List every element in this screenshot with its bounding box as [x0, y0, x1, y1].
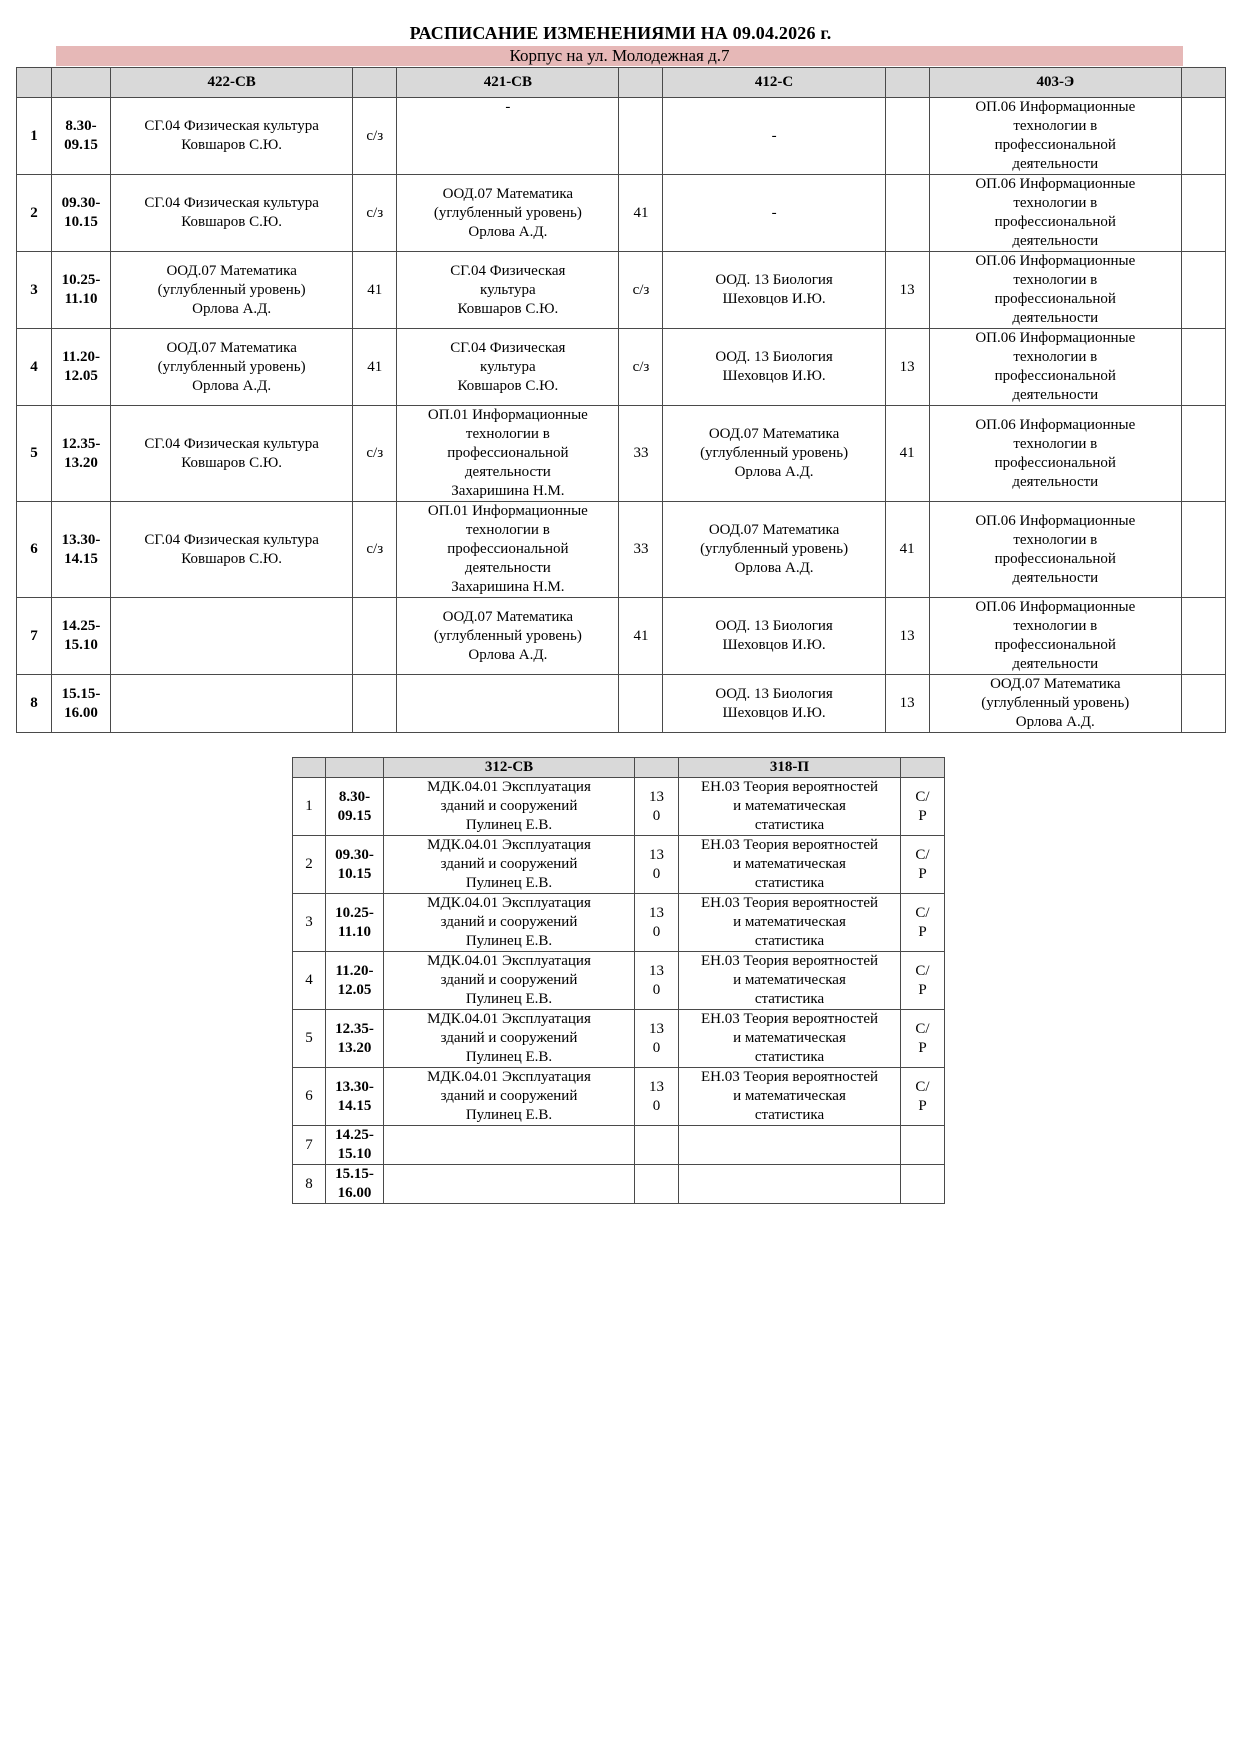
- subject-cell: МДК.04.01 Эксплуатация зданий и сооружений Пулинец Е.В.: [384, 778, 635, 836]
- room-cell: С/ Р: [901, 778, 945, 836]
- room-cell: 41: [619, 598, 663, 675]
- room-cell: [619, 675, 663, 733]
- room-cell: 13 0: [635, 836, 679, 894]
- room-cell: 13 0: [635, 1068, 679, 1126]
- lesson-number: 4: [17, 329, 52, 406]
- room-cell: с/з: [353, 406, 397, 502]
- lesson-time: 10.25- 11.10: [52, 252, 111, 329]
- table-row: [17, 675, 1226, 733]
- subject-cell: ООД.07 Математика (углубленный уровень) Орлова А.Д.: [929, 675, 1181, 733]
- table-row: [17, 252, 1226, 329]
- room-cell: [1181, 502, 1225, 598]
- subject-cell: [111, 675, 353, 733]
- room-cell: [353, 675, 397, 733]
- schedule-table-secondary: [292, 757, 945, 1204]
- lesson-number: 8: [293, 1165, 326, 1204]
- room-cell: 41: [885, 502, 929, 598]
- room-cell: [885, 98, 929, 175]
- column-header: [353, 68, 397, 98]
- table-row: [293, 1126, 945, 1165]
- subject-cell: СГ.04 Физическая культура Ковшаров С.Ю.: [111, 406, 353, 502]
- subject-cell: СГ.04 Физическая культура Ковшаров С.Ю.: [397, 329, 619, 406]
- lesson-time: 09.30- 10.15: [52, 175, 111, 252]
- subject-cell: МДК.04.01 Эксплуатация зданий и сооружений Пулинец Е.В.: [384, 894, 635, 952]
- subject-cell: ООД.07 Математика (углубленный уровень) Орлова А.Д.: [397, 598, 619, 675]
- table-row: [17, 502, 1226, 598]
- subject-cell: ОП.06 Информационные технологии в профессиональной деятельности: [929, 502, 1181, 598]
- table-row: [17, 175, 1226, 252]
- room-cell: 13 0: [635, 952, 679, 1010]
- column-header: [1181, 68, 1225, 98]
- column-header: [901, 758, 945, 778]
- column-header: 421-СВ: [397, 68, 619, 98]
- room-cell: [619, 98, 663, 175]
- room-cell: С/ Р: [901, 1068, 945, 1126]
- subject-cell: ОП.06 Информационные технологии в профессиональной деятельности: [929, 598, 1181, 675]
- lesson-time: 11.20- 12.05: [52, 329, 111, 406]
- room-cell: С/ Р: [901, 952, 945, 1010]
- column-header: 412-С: [663, 68, 885, 98]
- column-header: [52, 68, 111, 98]
- room-cell: с/з: [619, 252, 663, 329]
- lesson-time: 10.25- 11.10: [326, 894, 384, 952]
- subject-cell: ООД. 13 Биология Шеховцов И.Ю.: [663, 598, 885, 675]
- lesson-number: 4: [293, 952, 326, 1010]
- column-header: 318-П: [679, 758, 901, 778]
- subject-cell: ООД. 13 Биология Шеховцов И.Ю.: [663, 329, 885, 406]
- subject-cell: ОП.01 Информационные технологии в профессиональной деятельности Захаришина Н.М.: [397, 406, 619, 502]
- room-cell: С/ Р: [901, 1010, 945, 1068]
- subject-cell: -: [397, 98, 619, 175]
- subject-cell: -: [663, 98, 885, 175]
- subject-cell: ЕН.03 Теория вероятностей и математическая статистика: [679, 778, 901, 836]
- subject-cell: ОП.06 Информационные технологии в профессиональной деятельности: [929, 252, 1181, 329]
- room-cell: 13 0: [635, 778, 679, 836]
- subject-cell: МДК.04.01 Эксплуатация зданий и сооружений Пулинец Е.В.: [384, 1010, 635, 1068]
- room-cell: [353, 598, 397, 675]
- lesson-number: 2: [293, 836, 326, 894]
- table-row: [293, 894, 945, 952]
- room-cell: [1181, 675, 1225, 733]
- column-header: 403-Э: [929, 68, 1181, 98]
- lesson-number: 7: [293, 1126, 326, 1165]
- room-cell: 13 0: [635, 1010, 679, 1068]
- subject-cell: ООД.07 Математика (углубленный уровень) Орлова А.Д.: [111, 252, 353, 329]
- room-cell: 41: [619, 175, 663, 252]
- subject-cell: ОП.06 Информационные технологии в профессиональной деятельности: [929, 406, 1181, 502]
- column-header: [885, 68, 929, 98]
- room-cell: с/з: [353, 98, 397, 175]
- lesson-number: 5: [293, 1010, 326, 1068]
- table-row: [293, 1165, 945, 1204]
- lesson-time: 09.30- 10.15: [326, 836, 384, 894]
- room-cell: [1181, 406, 1225, 502]
- subject-cell: ЕН.03 Теория вероятностей и математическая статистика: [679, 1010, 901, 1068]
- subject-cell: [384, 1165, 635, 1204]
- room-cell: [901, 1126, 945, 1165]
- lesson-time: 8.30- 09.15: [52, 98, 111, 175]
- lesson-time: 11.20- 12.05: [326, 952, 384, 1010]
- subject-cell: ООД. 13 Биология Шеховцов И.Ю.: [663, 252, 885, 329]
- building-subtitle: Корпус на ул. Молодежная д.7: [56, 46, 1183, 66]
- schedule-table-main: [16, 67, 1226, 733]
- room-cell: [1181, 598, 1225, 675]
- subject-cell: [384, 1126, 635, 1165]
- room-cell: [1181, 252, 1225, 329]
- room-cell: с/з: [353, 175, 397, 252]
- subject-cell: ООД.07 Математика (углубленный уровень) Орлова А.Д.: [397, 175, 619, 252]
- lesson-time: 13.30- 14.15: [52, 502, 111, 598]
- subject-cell: МДК.04.01 Эксплуатация зданий и сооружений Пулинец Е.В.: [384, 952, 635, 1010]
- room-cell: С/ Р: [901, 894, 945, 952]
- subject-cell: СГ.04 Физическая культура Ковшаров С.Ю.: [111, 502, 353, 598]
- room-cell: [635, 1126, 679, 1165]
- table-row: [293, 1068, 945, 1126]
- lesson-time: 14.25- 15.10: [326, 1126, 384, 1165]
- subject-cell: ООД.07 Математика (углубленный уровень) Орлова А.Д.: [663, 502, 885, 598]
- room-cell: [635, 1165, 679, 1204]
- subject-cell: ОП.06 Информационные технологии в профессиональной деятельности: [929, 329, 1181, 406]
- table-row: [293, 1010, 945, 1068]
- table-row: [293, 778, 945, 836]
- table-row: [17, 406, 1226, 502]
- lesson-number: 1: [17, 98, 52, 175]
- room-cell: [901, 1165, 945, 1204]
- subject-cell: МДК.04.01 Эксплуатация зданий и сооружений Пулинец Е.В.: [384, 836, 635, 894]
- room-cell: [885, 175, 929, 252]
- subject-cell: -: [663, 175, 885, 252]
- subject-cell: ЕН.03 Теория вероятностей и математическая статистика: [679, 894, 901, 952]
- lesson-number: 7: [17, 598, 52, 675]
- room-cell: 33: [619, 502, 663, 598]
- lesson-time: 8.30- 09.15: [326, 778, 384, 836]
- subject-cell: СГ.04 Физическая культура Ковшаров С.Ю.: [397, 252, 619, 329]
- subject-cell: СГ.04 Физическая культура Ковшаров С.Ю.: [111, 98, 353, 175]
- lesson-number: 1: [293, 778, 326, 836]
- table-row: [293, 836, 945, 894]
- table-row: [293, 952, 945, 1010]
- lesson-time: 12.35- 13.20: [326, 1010, 384, 1068]
- room-cell: 33: [619, 406, 663, 502]
- room-cell: 13: [885, 329, 929, 406]
- table-row: [17, 329, 1226, 406]
- column-header: [326, 758, 384, 778]
- subject-cell: ООД.07 Математика (углубленный уровень) Орлова А.Д.: [111, 329, 353, 406]
- lesson-number: 8: [17, 675, 52, 733]
- lesson-time: 13.30- 14.15: [326, 1068, 384, 1126]
- lesson-number: 5: [17, 406, 52, 502]
- subject-cell: [679, 1126, 901, 1165]
- column-header: [635, 758, 679, 778]
- lesson-number: 6: [17, 502, 52, 598]
- subject-cell: ОП.01 Информационные технологии в профессиональной деятельности Захаришина Н.М.: [397, 502, 619, 598]
- room-cell: 41: [885, 406, 929, 502]
- room-cell: 13: [885, 252, 929, 329]
- subject-cell: ЕН.03 Теория вероятностей и математическая статистика: [679, 1068, 901, 1126]
- subject-cell: ООД. 13 Биология Шеховцов И.Ю.: [663, 675, 885, 733]
- room-cell: 13: [885, 675, 929, 733]
- room-cell: 13 0: [635, 894, 679, 952]
- subject-cell: ОП.06 Информационные технологии в профессиональной деятельности: [929, 175, 1181, 252]
- room-cell: [1181, 329, 1225, 406]
- subject-cell: ЕН.03 Теория вероятностей и математическая статистика: [679, 836, 901, 894]
- room-cell: 41: [353, 329, 397, 406]
- column-header: 312-СВ: [384, 758, 635, 778]
- room-cell: 13: [885, 598, 929, 675]
- lesson-time: 12.35- 13.20: [52, 406, 111, 502]
- lesson-number: 6: [293, 1068, 326, 1126]
- lesson-time: 15.15- 16.00: [326, 1165, 384, 1204]
- room-cell: С/ Р: [901, 836, 945, 894]
- page-title: РАСПИСАНИЕ ИЗМЕНЕНИЯМИ НА 09.04.2026 г.: [409, 23, 832, 43]
- table-row: [17, 598, 1226, 675]
- subject-cell: [679, 1165, 901, 1204]
- lesson-time: 15.15- 16.00: [52, 675, 111, 733]
- lesson-number: 3: [17, 252, 52, 329]
- subject-cell: ОП.06 Информационные технологии в профессиональной деятельности: [929, 98, 1181, 175]
- subject-cell: СГ.04 Физическая культура Ковшаров С.Ю.: [111, 175, 353, 252]
- subject-cell: ЕН.03 Теория вероятностей и математическая статистика: [679, 952, 901, 1010]
- lesson-number: 3: [293, 894, 326, 952]
- room-cell: с/з: [619, 329, 663, 406]
- subject-cell: ООД.07 Математика (углубленный уровень) Орлова А.Д.: [663, 406, 885, 502]
- lesson-number: 2: [17, 175, 52, 252]
- room-cell: [1181, 175, 1225, 252]
- room-cell: 41: [353, 252, 397, 329]
- lesson-time: 14.25- 15.10: [52, 598, 111, 675]
- subject-cell: МДК.04.01 Эксплуатация зданий и сооружений Пулинец Е.В.: [384, 1068, 635, 1126]
- column-header: [619, 68, 663, 98]
- column-header: 422-СВ: [111, 68, 353, 98]
- room-cell: с/з: [353, 502, 397, 598]
- room-cell: [1181, 98, 1225, 175]
- column-header: [293, 758, 326, 778]
- subject-cell: [111, 598, 353, 675]
- column-header: [17, 68, 52, 98]
- table-row: [17, 98, 1226, 175]
- subject-cell: [397, 675, 619, 733]
